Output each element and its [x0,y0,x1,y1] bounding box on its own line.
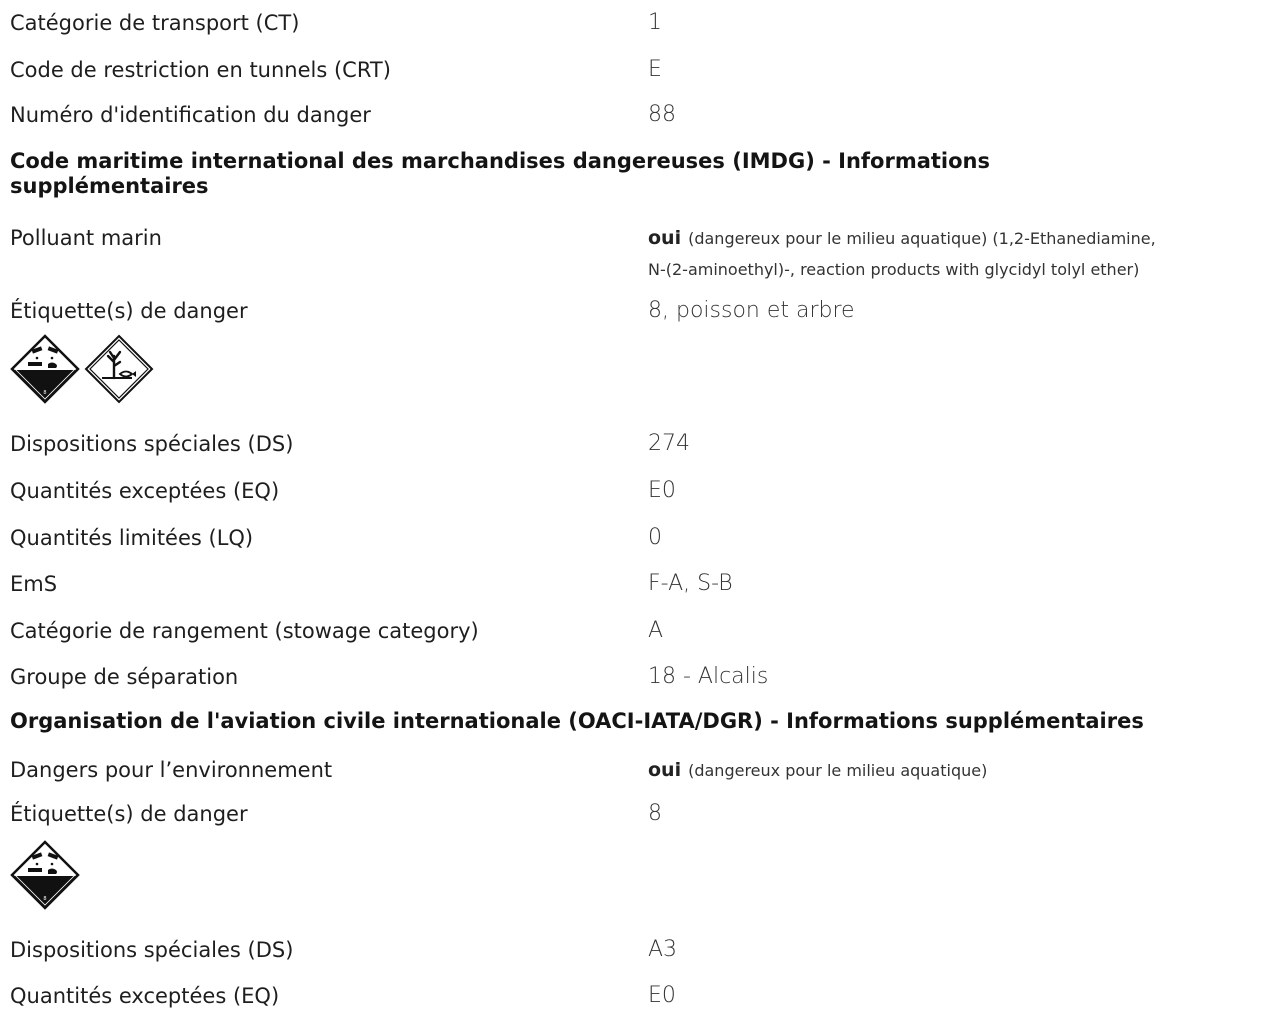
row-value: 8 [648,801,662,826]
row-segregation-group [10,662,1276,692]
row-transport-category [10,8,1276,38]
row-value: 88 [648,102,676,127]
row-value: 274 [648,431,690,456]
row-label: Étiquette(s) de danger [10,802,248,826]
row-label: Groupe de séparation [10,665,239,689]
row-label: Numéro d'identification du danger [10,103,371,127]
row-label: Catégorie de transport (CT) [10,11,300,35]
row-hazard-labels-icao [10,799,1276,829]
row-value: E0 [648,478,676,503]
row-label: Dispositions spéciales (DS) [10,432,294,456]
row-special-provisions-imdg [10,429,1276,459]
row-stowage-category [10,616,1276,646]
corrosive-class-8-icon [10,840,80,910]
row-ems [10,569,1276,599]
row-label: Quantités exceptées (EQ) [10,984,280,1008]
class-number: 8 [43,390,47,396]
row-limited-quantities [10,523,1276,553]
row-label: Quantités exceptées (EQ) [10,479,280,503]
section-heading-imdg: Code maritime international des marchandises dangereuses (IMDG) - Informations supplémentaires [10,149,990,198]
row-value: A3 [648,937,678,962]
row-label: Dispositions spéciales (DS) [10,938,294,962]
row-label: Étiquette(s) de danger [10,299,248,323]
corrosive-class-8-icon [10,334,80,404]
row-label: Code de restriction en tunnels (CRT) [10,58,391,82]
row-excepted-quantities-icao [10,981,1276,1011]
row-label: Dangers pour l’environnement [10,758,333,782]
yes-badge: oui [648,227,682,249]
pollutant-note-line1: (dangereux pour le milieu aquatique) (1,2-Ethanediamine, [688,229,1156,248]
env-hazard-note: (dangereux pour le milieu aquatique) [688,761,988,780]
row-value [648,223,1276,285]
section-heading-icao: Organisation de l'aviation civile internationale (OACI-IATA/DGR) - Informations supplémentaires [10,709,1144,733]
row-value: 0 [648,525,662,550]
row-environmental-hazards [10,755,1276,785]
environment-fish-tree-icon [84,334,154,404]
row-special-provisions-icao [10,935,1276,965]
row-tunnel-restriction-code [10,55,1276,85]
pollutant-note-line2: N-(2-aminoethyl)-, reaction products with glycidyl tolyl ether) [648,260,1140,279]
row-value: 18 - Alcalis [648,664,769,689]
row-value [648,755,987,786]
row-label: Catégorie de rangement (stowage category) [10,619,479,643]
row-hazard-id-number [10,100,1276,130]
row-value: 1 [648,10,662,35]
row-excepted-quantities-imdg [10,476,1276,506]
pictograms-imdg [10,334,160,406]
row-value: A [648,618,664,643]
row-value: F-A, S-B [648,571,733,596]
row-label: Polluant marin [10,226,162,250]
class-number: 8 [43,896,47,902]
row-value: 8, poisson et arbre [648,298,855,323]
row-marine-pollutant [10,223,1276,285]
row-label: EmS [10,572,58,596]
row-hazard-labels-imdg [10,296,1276,326]
row-value: E [648,57,662,82]
yes-badge: oui [648,759,682,781]
pictograms-icao [10,840,90,912]
row-label: Quantités limitées (LQ) [10,526,254,550]
row-value: E0 [648,983,676,1008]
